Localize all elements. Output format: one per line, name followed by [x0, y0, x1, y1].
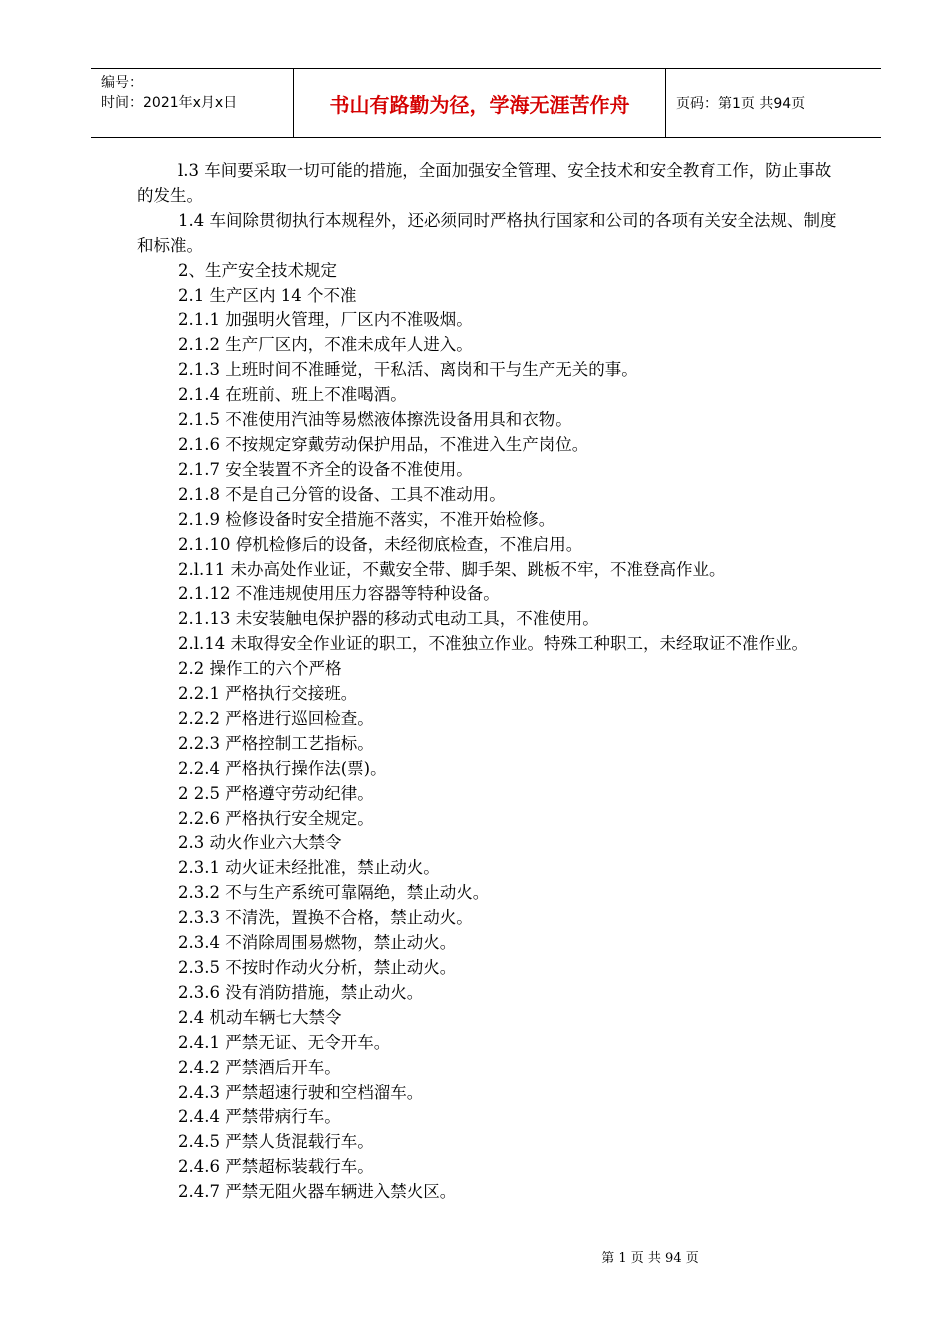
- paragraph: 2.2.3 严格控制工艺指标。: [178, 733, 374, 753]
- paragraph: 2.1.4 在班前、班上不准喝酒。: [178, 385, 407, 405]
- paragraph: 2.3.1 动火证未经批准，禁止动火。: [178, 858, 440, 878]
- page-footer: 第 1 页 共 94 页: [601, 1251, 699, 1266]
- paragraph: 2.2.1 严格执行交接班。: [178, 684, 358, 704]
- paragraph: 2.1.2 生产厂区内，不准未成年人进入。: [178, 335, 473, 355]
- number-label: 编号：: [101, 75, 143, 91]
- paragraph: 2.4.5 严禁人货混载行车。: [178, 1132, 374, 1152]
- paragraph: 2.4.6 严禁超标装载行车。: [178, 1157, 374, 1177]
- paragraph: 2.1.9 检修设备时安全措施不落实，不准开始检修。: [178, 509, 556, 529]
- paragraph: 2.l.14 未取得安全作业证的职工，不准独立作业。特殊工种职工，未经取证不准作业。: [178, 634, 809, 654]
- paragraph: 2.1.7 安全装置不齐全的设备不准使用。: [178, 459, 473, 479]
- paragraph: 2.3.2 不与生产系统可靠隔绝，禁止动火。: [178, 883, 490, 903]
- header-meta: [91, 69, 293, 137]
- paragraph: 2.3.4 不消除周围易燃物，禁止动火。: [178, 933, 457, 953]
- paragraph: 2.2 操作工的六个严格: [178, 659, 342, 679]
- paragraph: 2.1.3 上班时间不准睡觉，干私活、离岗和干与生产无关的事。: [178, 360, 638, 380]
- header-motto: 书山有路勤为径，学海无涯苦作舟: [293, 69, 666, 137]
- document-body: [137, 159, 843, 1205]
- paragraph: 2.1.13 未安装触电保护器的移动式电动工具，不准使用。: [178, 609, 599, 629]
- paragraph: 2.1.8 不是自己分管的设备、工具不准动用。: [178, 484, 506, 504]
- paragraph: 2.1.6 不按规定穿戴劳动保护用品，不准进入生产岗位。: [178, 434, 589, 454]
- paragraph: 2、生产安全技术规定: [178, 260, 337, 280]
- paragraph: 2.3.3 不清洗，置换不合格，禁止动火。: [178, 908, 473, 928]
- page-header: [91, 68, 881, 138]
- paragraph: 2.4.1 严禁无证、无令开车。: [178, 1032, 391, 1052]
- paragraph: 2.4.3 严禁超速行驶和空档溜车。: [178, 1082, 424, 1102]
- paragraph: 2.4 机动车辆七大禁令: [178, 1007, 342, 1027]
- paragraph: 2.4.7 严禁无阻火器车辆进入禁火区。: [178, 1182, 457, 1202]
- paragraph: 2.3.6 没有消防措施，禁止动火。: [178, 982, 424, 1002]
- paragraph: 2.2.6 严格执行安全规定。: [178, 808, 374, 828]
- paragraph: 1.4 车间除贯彻执行本规程外，还必须同时严格执行国家和公司的各项有关安全法规、制度和标准。: [137, 210, 837, 255]
- paragraph: 2.4.2 严禁酒后开车。: [178, 1057, 341, 1077]
- paragraph: 2.1.1 加强明火管理，厂区内不准吸烟。: [178, 310, 473, 330]
- paragraph: 2.1.5 不准使用汽油等易燃液体擦洗设备用具和衣物。: [178, 410, 572, 430]
- paragraph: 2.4.4 严禁带病行车。: [178, 1107, 341, 1127]
- paragraph: 2.3 动火作业六大禁令: [178, 833, 342, 853]
- paragraph: 2 2.5 严格遵守劳动纪律。: [178, 783, 374, 803]
- paragraph: l.3 车间要采取一切可能的措施，全面加强安全管理、安全技术和安全教育工作，防止事故的发生。: [137, 161, 832, 205]
- paragraph: 2.1.10 停机检修后的设备，未经彻底检查，不准启用。: [178, 534, 583, 554]
- paragraph: 2.2.2 严格进行巡回检查。: [178, 708, 374, 728]
- time-label: 时间：2021年x月x日: [101, 95, 238, 111]
- paragraph: 2.l.11 未办高处作业证，不戴安全带、脚手架、跳板不牢，不准登高作业。: [178, 559, 726, 579]
- paragraph: 2.1 生产区内 14 个不准: [178, 285, 357, 305]
- paragraph: 2.3.5 不按时作动火分析，禁止动火。: [178, 958, 457, 977]
- paragraph: 2.1.12 不准违规使用压力容器等特种设备。: [178, 584, 500, 604]
- header-page-info: 页码：第1页 共94页: [676, 96, 806, 112]
- paragraph: 2.2.4 严格执行操作法(票)。: [178, 758, 387, 778]
